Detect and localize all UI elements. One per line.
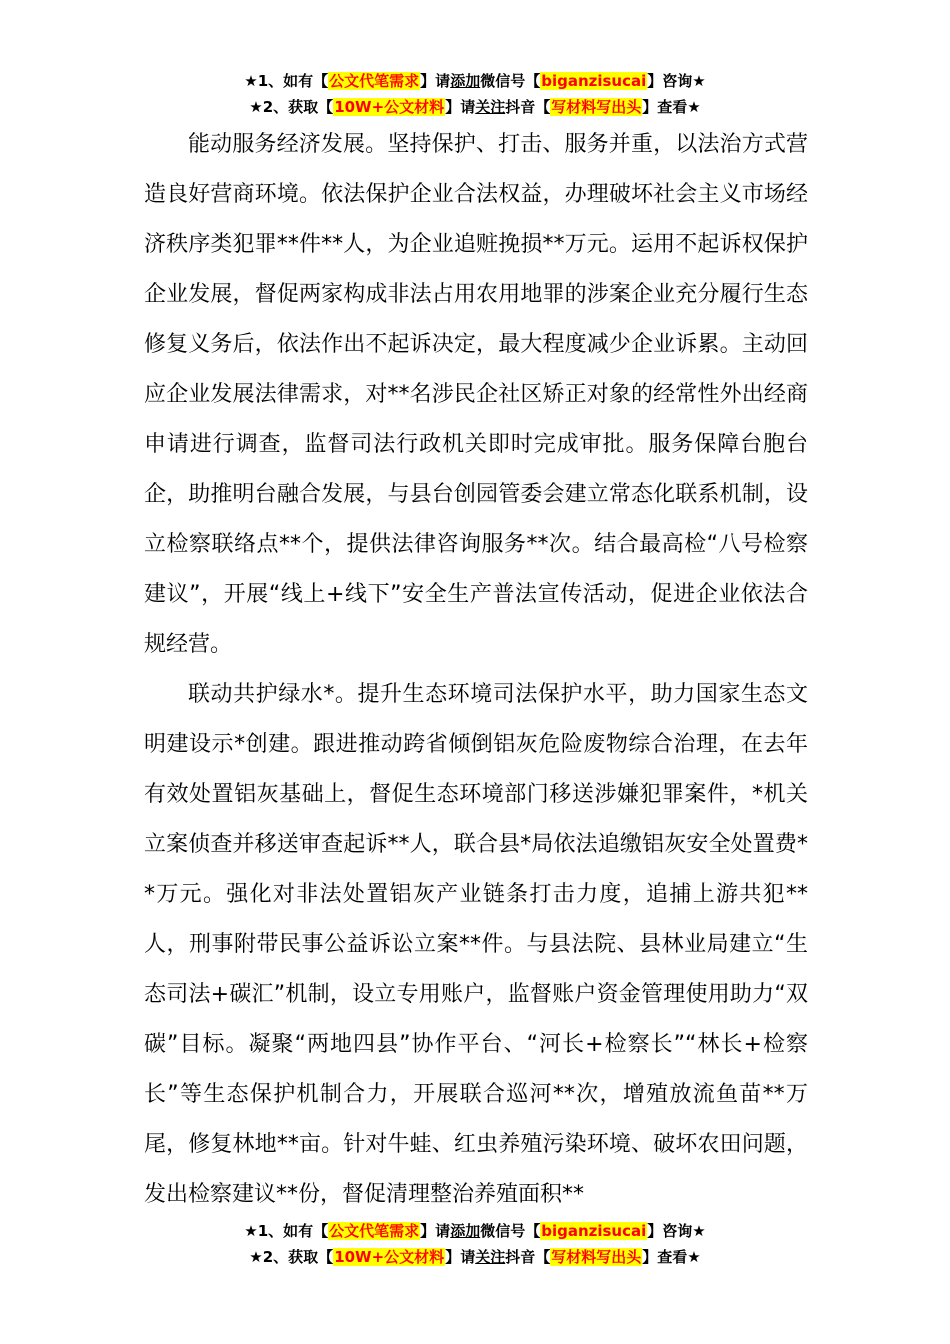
paragraph-ecology: 联动共护绿水*。提升生态环境司法保护水平，助力国家生态文明建设示*创建。跟进推动跨省倾倒铝灰危险废物综合治理，在去年有效处置铝灰基础上，督促生态环境部门移送涉嫌犯罪案件，*机关立案侦查并移送审查起诉**人，联合县*局依法追缴铝灰安全处置费**万元。强化对非法处置铝灰产业链条打击力度，追捕上游共犯**人，刑事附带民事公益诉讼立案**件。与县法院、县林业局建立“生态司法+碳汇”机制，设立专用账户，监督账户资金管理使用助力“双碳”目标。凝聚“两地四县”协作平台、“河长+检察长”“林长+检察长”等生态保护机制合力，开展联合巡河**次，增殖放流鱼苗**万尾，修复林地**亩。针对牛蛙、红虫养殖污染环境、破坏农田问题，发出检察建议**份，督促清理整治养殖面积**	[144, 682, 808, 1207]
banner-text: 】请	[445, 1248, 476, 1266]
document-body	[144, 120, 808, 1220]
footer-banner	[0, 1218, 950, 1270]
banner-text: 】请	[420, 72, 451, 90]
banner-text: ★1、如有【	[244, 72, 329, 90]
banner-text: 微信号【	[480, 72, 541, 90]
banner-text: 微信号【	[480, 1222, 541, 1240]
highlight-service: 公文代笔需求	[329, 1222, 420, 1240]
highlight-service: 公文代笔需求	[329, 72, 420, 90]
paragraph-economy: 能动服务经济发展。坚持保护、打击、服务并重，以法治方式营造良好营商环境。依法保护企业合法权益，办理破坏社会主义市场经济秩序类犯罪**件**人，为企业追赃挽损**万元。运用不起诉权保护企业发展，督促两家构成非法占用农用地罪的涉案企业充分履行生态修复义务后，依法作出不起诉决定，最大程度减少企业诉累。主动回应企业发展法律需求，对**名涉民企社区矫正对象的经常性外出经商申请进行调查，监督司法行政机关即时完成审批。服务保障台胞台企，助推明台融合发展，与县台创园管委会建立常态化联系机制，设立检察联络点**个，提供法律咨询服务**次。结合最高检“八号检察建议”，开展“线上+线下”安全生产普法宣传活动，促进企业依法合规经营。	[144, 132, 808, 657]
banner-line-2	[0, 94, 950, 120]
underlined-text: 添加	[450, 72, 481, 90]
highlight-douyin-id: 写材料写出头	[551, 98, 642, 116]
banner-line-2	[0, 1244, 950, 1270]
banner-text: 抖音【	[505, 1248, 551, 1266]
banner-text: 】咨询★	[647, 1222, 706, 1240]
banner-text: 】请	[445, 98, 476, 116]
banner-text: 】查看★	[642, 1248, 701, 1266]
banner-text: ★2、获取【	[249, 1248, 334, 1266]
highlight-wechat-id: biganzisucai	[541, 72, 647, 90]
banner-line-1	[0, 68, 950, 94]
highlight-materials: 10W+公文材料	[334, 98, 445, 116]
underlined-text: 关注	[475, 1248, 506, 1266]
highlight-douyin-id: 写材料写出头	[551, 1248, 642, 1266]
banner-text: 】咨询★	[647, 72, 706, 90]
highlight-wechat-id: biganzisucai	[541, 1222, 647, 1240]
banner-text: 】请	[420, 1222, 451, 1240]
banner-text: 抖音【	[505, 98, 551, 116]
underlined-text: 添加	[450, 1222, 481, 1240]
banner-line-1	[0, 1218, 950, 1244]
header-banner	[0, 68, 950, 120]
banner-text: 】查看★	[642, 98, 701, 116]
banner-text: ★1、如有【	[244, 1222, 329, 1240]
underlined-text: 关注	[475, 98, 506, 116]
highlight-materials: 10W+公文材料	[334, 1248, 445, 1266]
banner-text: ★2、获取【	[249, 98, 334, 116]
